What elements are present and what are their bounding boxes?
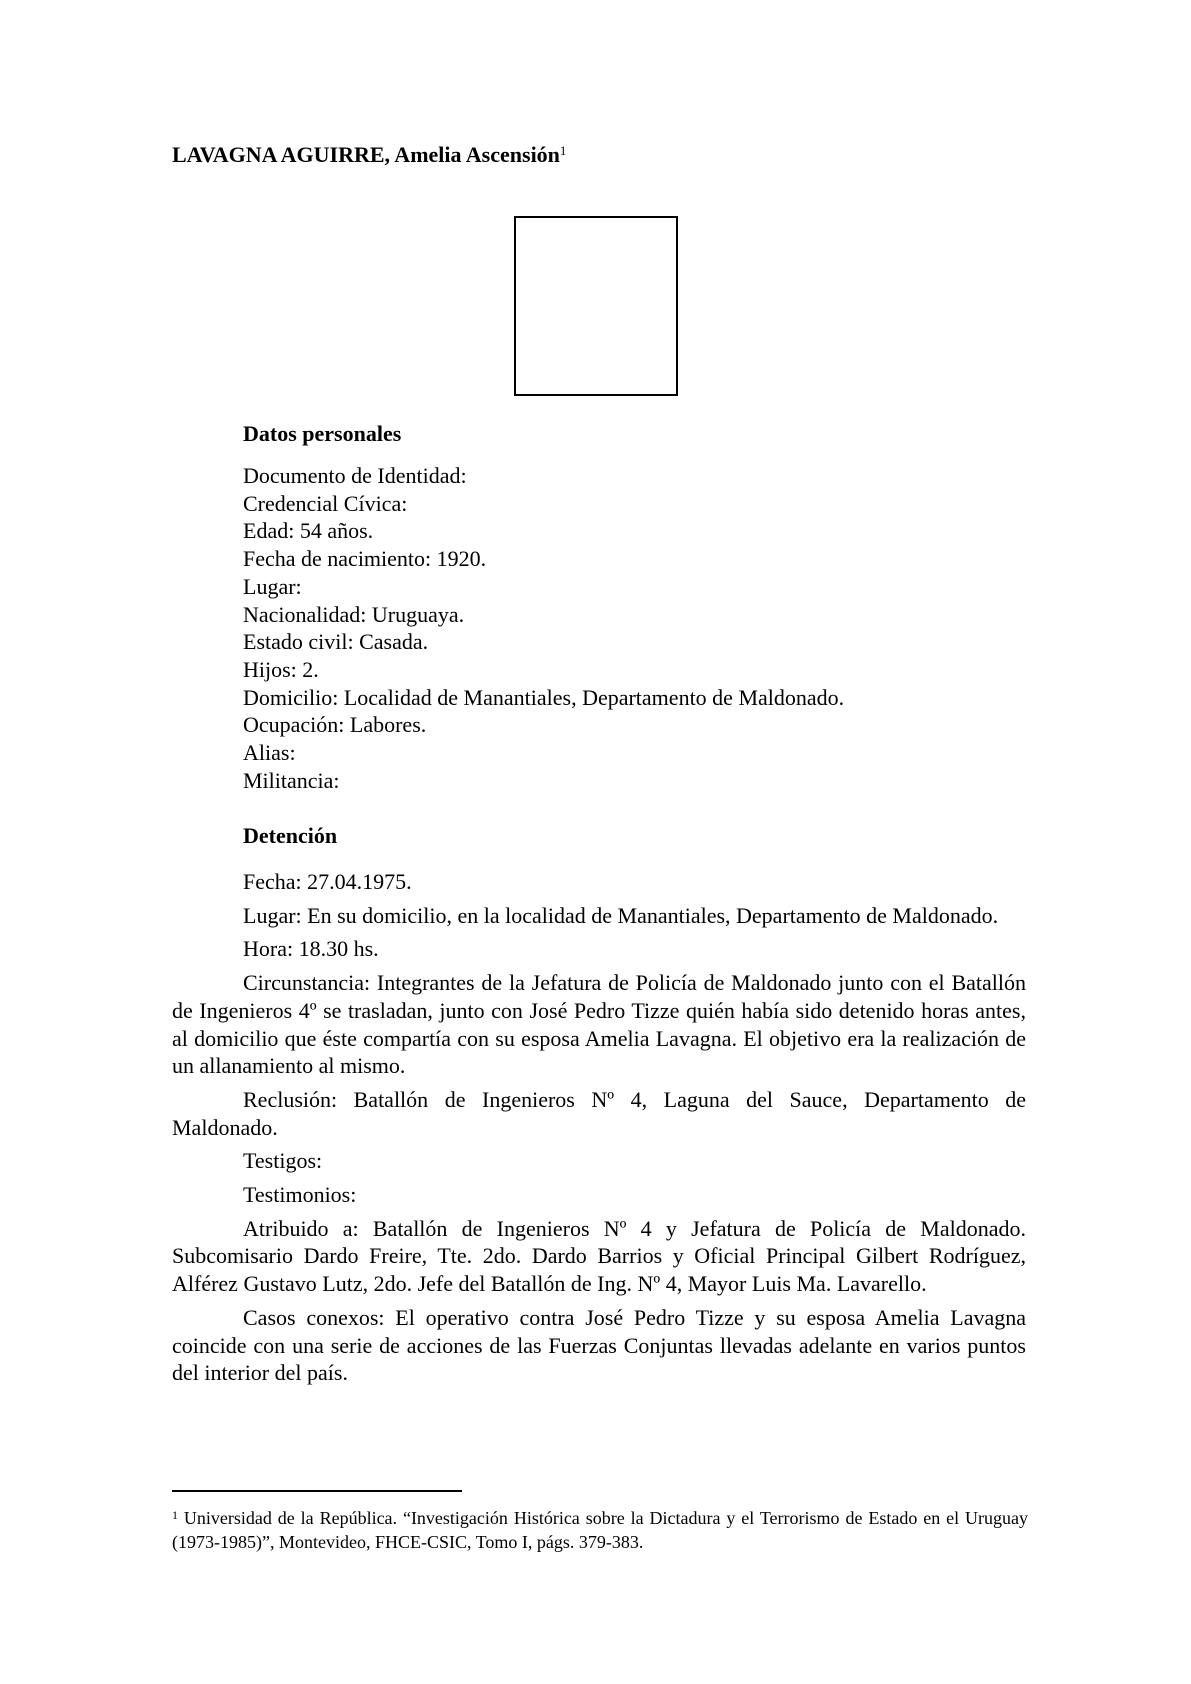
detention-circumstance: Circunstancia: Integrantes de la Jefatura de Policía de Maldonado junto con el Batallón de Ingenieros 4º se trasladan, junto con José Pedro Tizze quién había sido detenido horas antes, al domicilio que éste compartía con su esposa Amelia Lavagna. El objetivo era la realización de un allanamiento al mismo.	[172, 970, 1026, 1079]
detention-place: Lugar: En su domicilio, en la localidad de Manantiales, Departamento de Maldonado.	[243, 902, 999, 928]
field-occupation: Ocupación: Labores.	[243, 712, 427, 738]
footnote-reference[interactable]: 1	[559, 143, 567, 158]
detention-reclusion: Reclusión: Batallón de Ingenieros Nº 4, Laguna del Sauce, Departamento de Maldonado.	[172, 1086, 1026, 1140]
field-document-id: Documento de Identidad:	[243, 463, 467, 488]
personal-data-heading: Datos personales	[243, 421, 402, 446]
detention-witnesses: Testigos:	[243, 1148, 323, 1174]
field-birth-place: Lugar:	[243, 573, 302, 599]
personal-data-list	[243, 462, 844, 794]
field-civil-status: Estado civil: Casada.	[243, 629, 429, 655]
detention-related-cases: Casos conexos: El operativo contra José Pedro Tizze y su esposa Amelia Lavagna coincide con una serie de acciones de las Fuerzas Conjuntas llevadas adelante en varios puntos del interior del país.	[172, 1304, 1026, 1386]
footnote-number: 1	[172, 1508, 178, 1522]
footnote	[172, 1506, 1028, 1554]
detention-attributed-to: Atribuido a: Batallón de Ingenieros Nº 4 y Jefatura de Policía de Maldonado. Subcomisario Dardo Freire, Tte. 2do. Dardo Barrios y Oficial Principal Gilbert Rodríguez, Alférez Gustavo Lutz, 2do. Jefe del Batallón de Ing. Nº 4, Mayor Luis Ma. Lavarello.	[172, 1215, 1026, 1297]
field-civic-credential: Credencial Cívica:	[243, 490, 408, 516]
field-alias: Alias:	[243, 740, 296, 766]
detention-testimonies: Testimonios:	[243, 1182, 357, 1208]
field-militancy: Militancia:	[243, 767, 340, 793]
footnote-text: Universidad de la República. “Investigación Histórica sobre la Dictadura y el Terrorismo de Estado en el Uruguay (1973-1985)”, Montevideo, FHCE-CSIC, Tomo I, págs. 379-383.	[172, 1508, 1028, 1552]
detention-time: Hora: 18.30 hs.	[243, 936, 379, 962]
page-title	[172, 141, 566, 169]
field-nationality: Nacionalidad: Uruguaya.	[243, 601, 465, 627]
detention-body	[172, 868, 1026, 1393]
detention-date: Fecha: 27.04.1975.	[243, 869, 412, 894]
detention-heading: Detención	[243, 823, 338, 848]
photo-placeholder	[514, 216, 678, 396]
field-age: Edad: 54 años.	[243, 518, 374, 544]
field-address: Domicilio: Localidad de Manantiales, Departamento de Maldonado.	[243, 684, 845, 710]
field-children: Hijos: 2.	[243, 656, 319, 682]
field-birth-date: Fecha de nacimiento: 1920.	[243, 546, 487, 572]
person-name: LAVAGNA AGUIRRE, Amelia Ascensión	[172, 142, 560, 167]
footnote-divider	[172, 1490, 462, 1492]
